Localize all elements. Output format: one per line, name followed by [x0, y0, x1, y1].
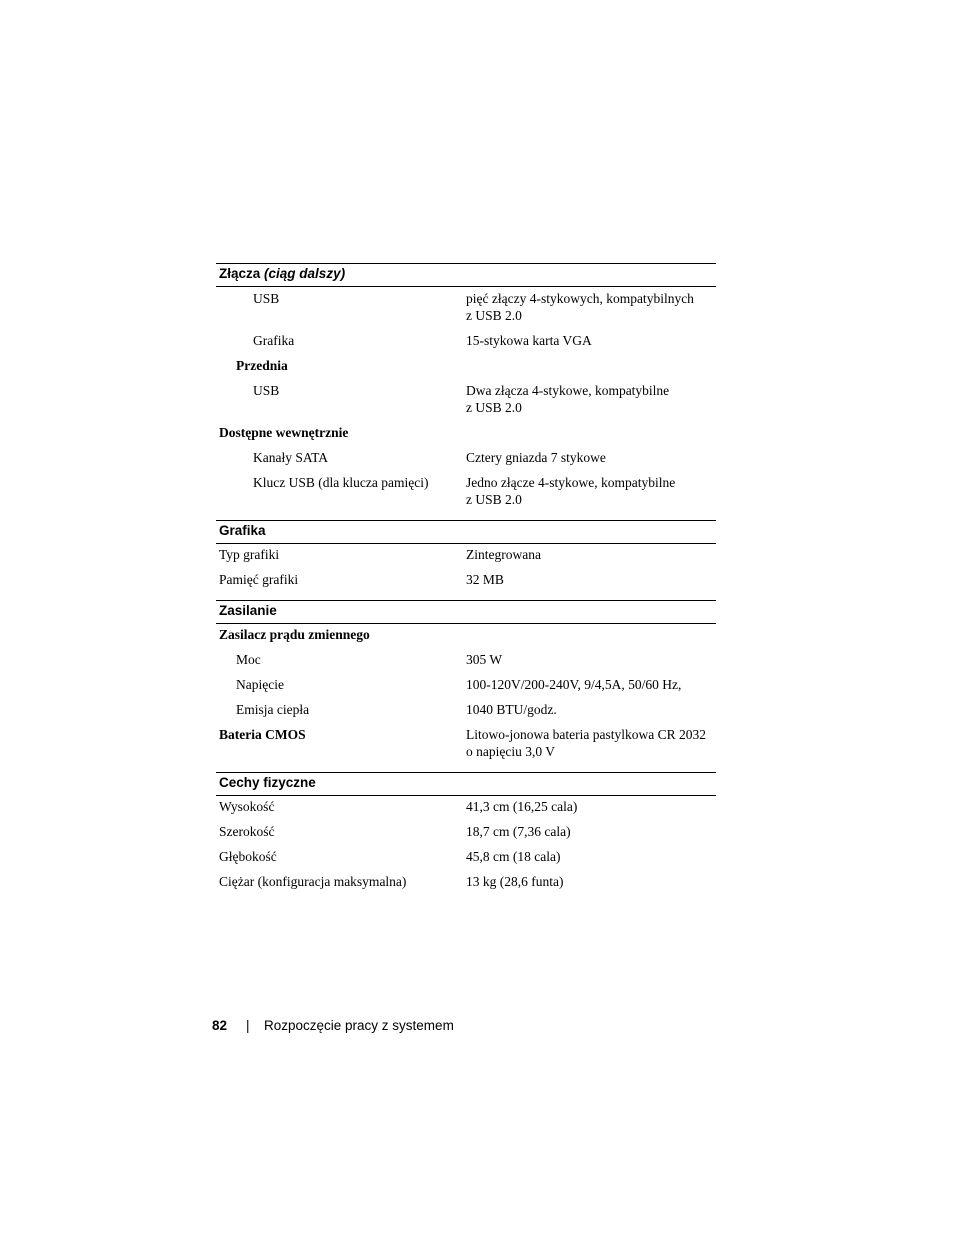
spec-value [466, 726, 716, 760]
section-header-grafika [216, 520, 716, 544]
footer-title: Rozpoczęcie pracy z systemem [264, 1018, 454, 1033]
spec-label: USB [253, 383, 280, 398]
section-title: Grafika [219, 523, 266, 538]
spec-value-line: o napięciu 3,0 V [466, 744, 555, 759]
spec-row [216, 357, 716, 374]
spec-row [216, 626, 716, 643]
spec-label: Ciężar (konfiguracja maksymalna) [219, 874, 407, 889]
spec-value: 15-stykowa karta VGA [466, 333, 592, 348]
spec-group-label: Przednia [236, 358, 288, 373]
page-footer [212, 1018, 454, 1033]
spec-row [216, 290, 716, 324]
page-number: 82 [212, 1018, 228, 1033]
spec-value: 1040 BTU/godz. [466, 702, 557, 717]
spec-row [216, 571, 716, 588]
spec-label: Moc [236, 652, 261, 667]
spec-label: Napięcie [236, 677, 284, 692]
spec-value: 305 W [466, 652, 503, 667]
spec-value: 13 kg (28,6 funta) [466, 874, 564, 889]
spec-row [216, 701, 716, 718]
spec-label: Wysokość [219, 799, 275, 814]
spec-value-line: z USB 2.0 [466, 308, 522, 323]
spec-label: Kanały SATA [253, 450, 329, 465]
spec-label: Typ grafiki [219, 547, 280, 562]
spec-row [216, 424, 716, 441]
spec-label: Emisja ciepła [236, 702, 310, 717]
spec-value-line: Dwa złącza 4-stykowe, kompatybilne [466, 383, 670, 398]
spec-label: Grafika [253, 333, 295, 348]
spec-group-label: Dostępne wewnętrznie [219, 425, 349, 440]
section-title: Cechy fizyczne [219, 775, 316, 790]
section-header-cechy [216, 772, 716, 796]
spec-row [216, 798, 716, 815]
spec-row [216, 546, 716, 563]
footer-separator: | [246, 1018, 250, 1033]
spec-row [216, 848, 716, 865]
spec-value: 41,3 cm (16,25 cala) [466, 799, 578, 814]
spec-row [216, 676, 716, 693]
spec-row [216, 474, 716, 508]
section-title: Złącza [219, 266, 261, 281]
spec-row [216, 449, 716, 466]
spec-value-line: z USB 2.0 [466, 492, 522, 507]
spec-value: 45,8 cm (18 cala) [466, 849, 561, 864]
spec-value-line: z USB 2.0 [466, 400, 522, 415]
spec-value [466, 382, 716, 416]
spec-value-line: pięć złączy 4-stykowych, kompatybilnych [466, 291, 694, 306]
spec-row [216, 823, 716, 840]
spec-value: 32 MB [466, 572, 504, 587]
spec-row [216, 382, 716, 416]
spec-group-label: Bateria CMOS [219, 727, 306, 742]
spec-value: Cztery gniazda 7 stykowe [466, 450, 606, 465]
spec-value [466, 290, 716, 324]
section-title: Zasilanie [219, 603, 277, 618]
spec-value-line: Litowo-jonowa bateria pastylkowa CR 2032 [466, 727, 706, 742]
spec-value [466, 474, 716, 508]
spec-value: 100-120V/200-240V, 9/4,5A, 50/60 Hz, [466, 677, 682, 692]
spec-label: Głębokość [219, 849, 277, 864]
section-header-zlacza [216, 263, 716, 287]
spec-label: USB [253, 291, 280, 306]
spec-row [216, 651, 716, 668]
spec-row [216, 873, 716, 890]
spec-row [216, 332, 716, 349]
spec-label: Pamięć grafiki [219, 572, 299, 587]
spec-label: Szerokość [219, 824, 275, 839]
spec-value: Zintegrowana [466, 547, 541, 562]
spec-table [216, 263, 716, 890]
spec-group-label: Zasilacz prądu zmiennego [219, 627, 370, 642]
spec-value-line: Jedno złącze 4-stykowe, kompatybilne [466, 475, 676, 490]
spec-label: Klucz USB (dla klucza pamięci) [253, 475, 429, 490]
spec-row [216, 726, 716, 760]
section-title-continued: (ciąg dalszy) [264, 266, 346, 281]
spec-value: 18,7 cm (7,36 cala) [466, 824, 571, 839]
section-header-zasilanie [216, 600, 716, 624]
